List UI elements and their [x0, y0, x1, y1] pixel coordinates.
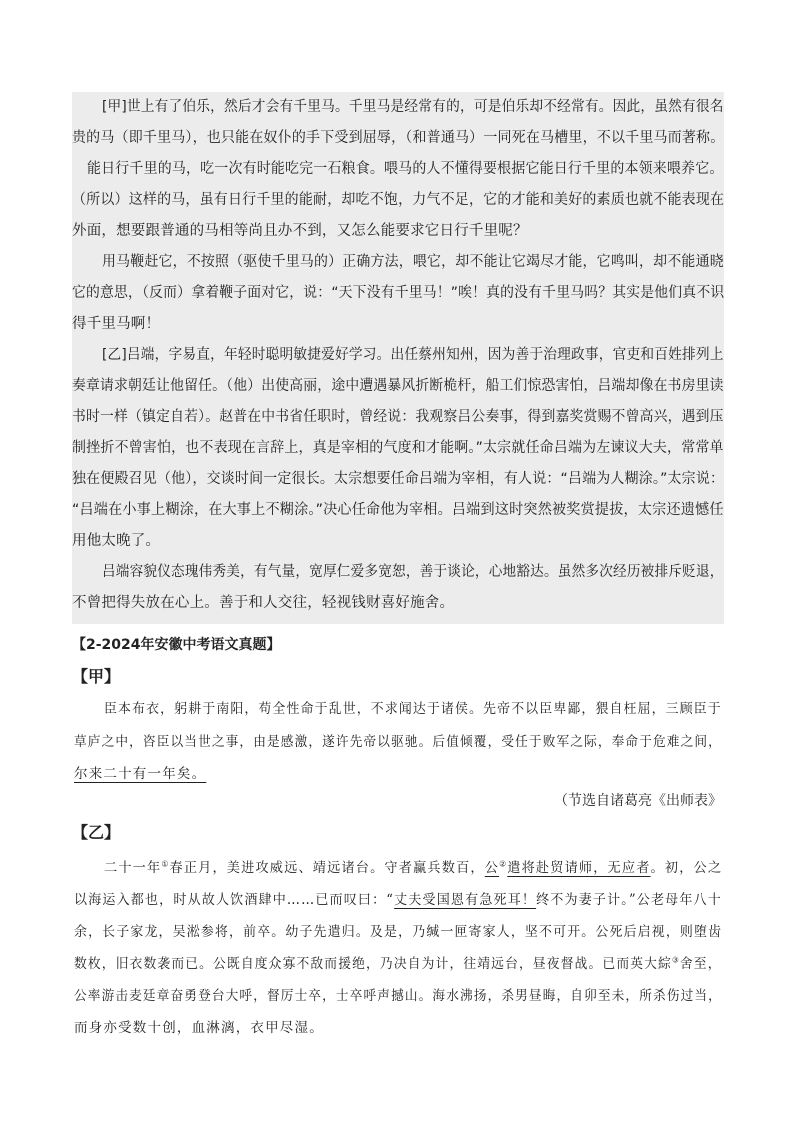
jia-text-line: 草庐之中，咨臣以当世之事，由是感激，遂许先帝以驱驰。后值倾覆，受任于败军之际，奉命于危难之间，	[74, 734, 722, 750]
translation-block	[72, 92, 724, 624]
translation-line: 外面，想要跟普通的马相等尚且办不到，又怎么能要求它日行千里呢？	[72, 223, 528, 239]
translation-line: 用马鞭赶它，不按照（驱使千里马的）正确方法，喂它，却不能让它竭尽才能，它鸣叫，却不能通晓	[102, 254, 724, 270]
translation-line: [甲]世上有了伯乐，然后才会有千里马。千里马是经常有的，可是伯乐却不经常有。因此，虽然有很名	[102, 99, 724, 115]
translation-line: 它的意思，（反而）拿着鞭子面对它，说：“天下没有千里马！”唉！真的没有千里马吗？其实是他们真不识	[72, 285, 725, 301]
yi-text-line: 以海运入都也，时从故人饮酒肆中……已而叹曰：“丈夫受国恩有急死耳！终不为妻子计。”公老母年八十	[74, 892, 722, 908]
translation-line: 用他太晚了。	[72, 533, 161, 549]
jia-text-line-underlined: 尔来二十有一年矣。	[74, 766, 207, 782]
underlined-phrase: 遣将赴贸请师，无应者	[507, 860, 651, 876]
footnote-marker: ①	[161, 859, 170, 869]
yi-text-line: 二十一年①春正月，美进攻威远、靖远诸台。守者赢兵数百，公②遣将赴贸请师，无应者。初，公之	[104, 859, 723, 876]
jia-label: 【甲】	[72, 667, 121, 686]
translation-line: 不曾把得失放在心上。善于和人交往，轻视钱财喜好施舍。	[72, 595, 455, 611]
yi-text-line: 数枚，旧衣数袭而已。公既自度众寡不敌而援绝，乃决自为计，往靖远台，昼夜督战。已而英大綜③舍至，	[74, 955, 722, 972]
translation-line: “吕端在小事上糊涂，在大事上不糊涂。”决心任命他为宰相。吕端到这时突然被奖赏提拔，太宗还遗憾任	[72, 502, 724, 518]
translation-line: 制挫折不曾害怕，也不表现在言辞上，真是宰相的气度和才能啊。”太宗就任命吕端为左谏议大夫，常常单	[72, 440, 724, 456]
yi-text-line: 而身亦受数十创，血淋漓，衣甲尽湿。	[74, 1020, 324, 1036]
footnote-marker: ②	[499, 859, 508, 869]
translation-line: [乙]吕端，字易直，年轻时聪明敏捷爱好学习。出任蔡州知州，因为善于治理政事，官吏和百姓排列上	[102, 347, 724, 363]
yi-text-line: 公率游击麦廷章奋勇登台大呼，督厉士卒，士卒呼声撼山。海水沸扬，杀男昼晦，自卯至未，所杀伤过当，	[74, 988, 722, 1004]
yi-text-line: 余，长子家龙，吴淞参将，前卒。幼子先遣归。及是，乃缄一匣寄家人，坚不可开。公死后启视，则堕齿	[74, 924, 723, 940]
translation-line: 能日行千里的马，吃一次有时能吃完一石粮食。喂马的人不懂得要根据它能日行千里的本领来喂养它。	[87, 161, 724, 177]
translation-line: （所以）这样的马，虽有日行千里的能耐，却吃不饱，力气不足，它的才能和美好的素质也就不能表现在	[72, 192, 725, 208]
footnote-marker: ③	[671, 955, 680, 965]
jia-source: （节选自诸葛亮《出师表》	[554, 793, 722, 809]
section-title: 【2-2024年安徽中考语文真题】	[72, 637, 281, 653]
translation-line: 得千里马啊！	[72, 316, 161, 332]
translation-line: 书时一样（镇定自若）。赵普在中书省任职时，曾经说：我观察吕公奏事，得到嘉奖赏赐不曾高兴，遇到压	[72, 409, 724, 425]
yi-label: 【乙】	[72, 823, 121, 842]
translation-line: 贵的马（即千里马），也只能在奴仆的手下受到屈辱，（和普通马）一同死在马槽里，不以千里马而著称。	[72, 130, 725, 146]
translation-line: 吕端容貌仪态瑰伟秀美，有气量，宽厚仁爱多宽恕，善于谈论，心地豁达。虽然多次经历被排斥贬退，	[102, 564, 724, 580]
underlined-phrase: 丈夫受国恩有急死耳！	[394, 892, 537, 908]
translation-line: 奏章请求朝廷让他留任。（他）出使高丽，途中遭遇暴风折断桅杆，船工们惊恐害怕，吕端却像在书房里读	[72, 378, 724, 394]
translation-line: 独在便殿召见（他），交谈时间一定很长。太宗想要任命吕端为宰相，有人说：“吕端为人糊涂。”太宗说：	[72, 471, 725, 487]
jia-text-line: 臣本布衣，躬耕于南阳，苟全性命于乱世，不求闻达于诸侯。先帝不以臣卑鄙，猥自枉屈，三顾臣于	[104, 701, 722, 717]
